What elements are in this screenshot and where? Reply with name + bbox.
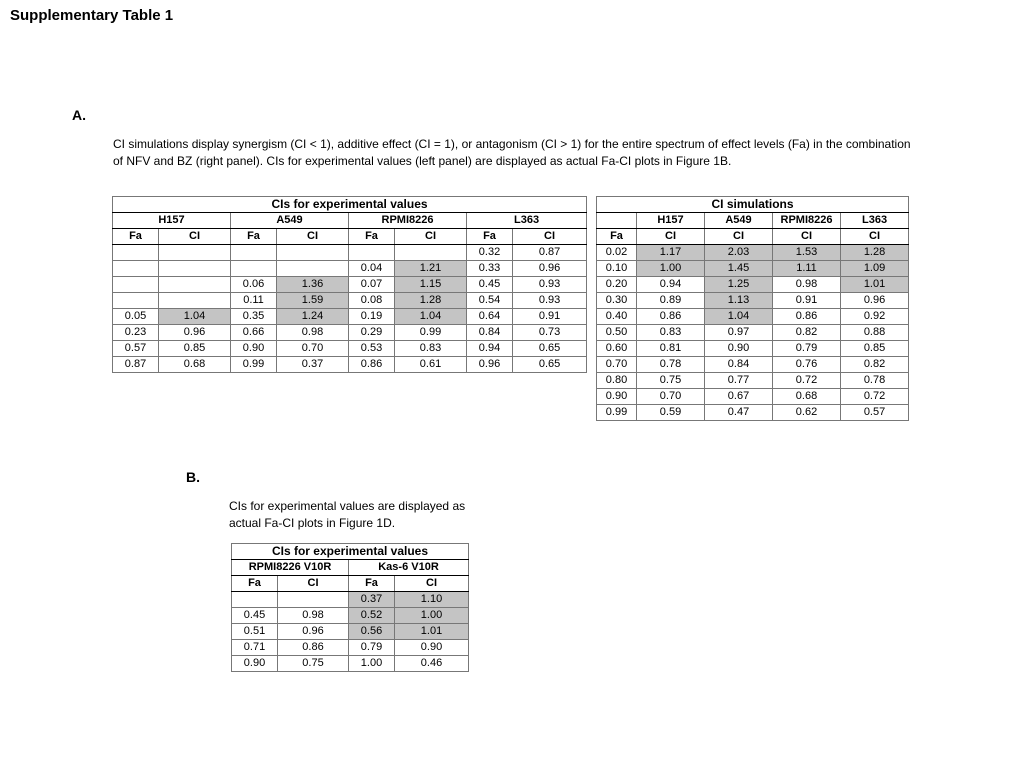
table-cell: [349, 245, 395, 261]
table-cell: 1.36: [277, 277, 349, 293]
table-cell: 0.07: [349, 277, 395, 293]
table-cell: 0.96: [467, 357, 513, 373]
table-cell: 0.82: [773, 325, 841, 341]
table-title: CIs for experimental values: [232, 544, 469, 560]
table-cell: 0.96: [159, 325, 231, 341]
column-header-fa: Fa: [231, 229, 277, 245]
table-cell: 0.87: [513, 245, 587, 261]
table-cell: 0.96: [841, 293, 909, 309]
table-cell: 0.20: [597, 277, 637, 293]
table-cell: 0.29: [349, 325, 395, 341]
table-row: [597, 389, 909, 405]
table-row: [113, 309, 587, 325]
column-header-ci: CI: [637, 229, 705, 245]
table-cell: 1.09: [841, 261, 909, 277]
table-cell: 0.73: [513, 325, 587, 341]
column-header-ci: CI: [395, 576, 469, 592]
table-cell: 0.85: [159, 341, 231, 357]
table-cell: [231, 245, 277, 261]
table-cell: [232, 592, 278, 608]
table-cell: 0.19: [349, 309, 395, 325]
table-cell: 0.78: [841, 373, 909, 389]
table-cell: 0.79: [773, 341, 841, 357]
group-header-a549: A549: [705, 213, 773, 229]
column-header-ci: CI: [705, 229, 773, 245]
table-cell: 0.52: [349, 608, 395, 624]
group-header-l363: L363: [841, 213, 909, 229]
table-cell: 0.93: [513, 277, 587, 293]
table-cell: 0.84: [467, 325, 513, 341]
table-cell: 0.90: [597, 389, 637, 405]
table-cell: 0.98: [773, 277, 841, 293]
group-header-rpmi8226: RPMI8226: [773, 213, 841, 229]
table-row: [113, 261, 587, 277]
table-cell: 0.37: [277, 357, 349, 373]
table-cell: 0.23: [113, 325, 159, 341]
table-cell: 1.28: [395, 293, 467, 309]
experimental-ci-table-v10r: [231, 543, 469, 672]
table-cell: 0.77: [705, 373, 773, 389]
table-cell: 1.04: [705, 309, 773, 325]
table-cell: 0.78: [637, 357, 705, 373]
table-cell: 1.01: [841, 277, 909, 293]
table-cell: 0.92: [841, 309, 909, 325]
table-row: [597, 293, 909, 309]
table-cell: 0.91: [773, 293, 841, 309]
column-header-ci: CI: [841, 229, 909, 245]
table-cell: 1.04: [395, 309, 467, 325]
table-row: [597, 341, 909, 357]
table-cell: 0.06: [231, 277, 277, 293]
table-cell: 0.99: [395, 325, 467, 341]
table-cell: [231, 261, 277, 277]
column-header-fa: Fa: [113, 229, 159, 245]
table-cell: 0.86: [637, 309, 705, 325]
table-cell: 0.47: [705, 405, 773, 421]
table-cell: 0.08: [349, 293, 395, 309]
table-row: [597, 325, 909, 341]
table-cell: 0.65: [513, 341, 587, 357]
table-cell: 1.11: [773, 261, 841, 277]
table-cell: [278, 592, 349, 608]
table-cell: 0.80: [597, 373, 637, 389]
group-header-rpmi8226: RPMI8226: [349, 213, 467, 229]
table-cell: 0.75: [637, 373, 705, 389]
table-cell: 0.86: [278, 640, 349, 656]
table-cell: 1.00: [349, 656, 395, 672]
section-b-description: CIs for experimental values are displayed as actual Fa-CI plots in Figure 1D.: [229, 499, 466, 530]
section-a-label: A.: [72, 107, 86, 123]
table-cell: [159, 293, 231, 309]
table-cell: 0.54: [467, 293, 513, 309]
table-row: [113, 245, 587, 261]
group-header-rpmi8226-v10r: RPMI8226 V10R: [232, 560, 349, 576]
group-header-h157: H157: [637, 213, 705, 229]
table-cell: 0.86: [349, 357, 395, 373]
table-cell: 0.97: [705, 325, 773, 341]
table-cell: 1.00: [637, 261, 705, 277]
table-cell: [159, 277, 231, 293]
table-cell: 1.53: [773, 245, 841, 261]
table-cell: [113, 277, 159, 293]
table-cell: 0.90: [231, 341, 277, 357]
table-cell: 0.99: [231, 357, 277, 373]
table-cell: 0.82: [841, 357, 909, 373]
table-cell: 0.94: [467, 341, 513, 357]
column-header-ci: CI: [159, 229, 231, 245]
table-cell: 0.45: [232, 608, 278, 624]
table-cell: 1.25: [705, 277, 773, 293]
table-cell: 0.60: [597, 341, 637, 357]
table-cell: 0.11: [231, 293, 277, 309]
table-title: CI simulations: [597, 197, 909, 213]
table-cell: 1.13: [705, 293, 773, 309]
table-cell: 0.90: [705, 341, 773, 357]
page-title: Supplementary Table 1: [10, 7, 174, 24]
table-cell: 0.85: [841, 341, 909, 357]
table-cell: 1.24: [277, 309, 349, 325]
table-cell: 0.35: [231, 309, 277, 325]
table-cell: 1.45: [705, 261, 773, 277]
table-cell: 0.87: [113, 357, 159, 373]
table-row: [232, 656, 469, 672]
table-row: [113, 277, 587, 293]
table-row: [597, 373, 909, 389]
column-header-fa: Fa: [232, 576, 278, 592]
table-cell: 0.02: [597, 245, 637, 261]
table-cell: [159, 245, 231, 261]
table-row: [597, 277, 909, 293]
column-header-ci: CI: [395, 229, 467, 245]
column-header-ci: CI: [773, 229, 841, 245]
table-row: [113, 357, 587, 373]
table-cell: [159, 261, 231, 277]
table-cell: 0.51: [232, 624, 278, 640]
table-cell: 1.21: [395, 261, 467, 277]
table-row: [232, 592, 469, 608]
column-header-ci: CI: [277, 229, 349, 245]
table-row: [232, 608, 469, 624]
table-cell: 0.91: [513, 309, 587, 325]
table-row: [113, 325, 587, 341]
table-cell: 0.89: [637, 293, 705, 309]
table-cell: 1.59: [277, 293, 349, 309]
table-cell: 0.59: [637, 405, 705, 421]
table-cell: 0.10: [597, 261, 637, 277]
table-row: [597, 357, 909, 373]
table-cell: 0.81: [637, 341, 705, 357]
table-cell: 0.70: [597, 357, 637, 373]
column-header-fa: Fa: [467, 229, 513, 245]
table-cell: 1.00: [395, 608, 469, 624]
table-cell: [113, 261, 159, 277]
group-header-a549: A549: [231, 213, 349, 229]
table-cell: 0.84: [705, 357, 773, 373]
table-cell: 0.53: [349, 341, 395, 357]
table-cell: 0.90: [232, 656, 278, 672]
table-cell: 0.05: [113, 309, 159, 325]
table-row: [232, 640, 469, 656]
table-cell: 0.98: [277, 325, 349, 341]
table-cell: 0.76: [773, 357, 841, 373]
table-cell: 0.96: [513, 261, 587, 277]
table-row: [597, 309, 909, 325]
table-cell: 0.94: [637, 277, 705, 293]
table-cell: [277, 261, 349, 277]
table-cell: 0.33: [467, 261, 513, 277]
table-cell: 0.40: [597, 309, 637, 325]
table-cell: 0.57: [113, 341, 159, 357]
table-cell: 0.90: [395, 640, 469, 656]
table-row: [597, 405, 909, 421]
table-cell: 1.01: [395, 624, 469, 640]
table-cell: 0.96: [278, 624, 349, 640]
group-header-kas6-v10r: Kas-6 V10R: [349, 560, 469, 576]
table-cell: 0.62: [773, 405, 841, 421]
table-cell: 0.61: [395, 357, 467, 373]
table-cell: 1.10: [395, 592, 469, 608]
table-cell: [277, 245, 349, 261]
table-cell: 1.28: [841, 245, 909, 261]
table-cell: [395, 245, 467, 261]
table-cell: 0.93: [513, 293, 587, 309]
table-cell: 2.03: [705, 245, 773, 261]
table-cell: 0.30: [597, 293, 637, 309]
column-header-ci: CI: [513, 229, 587, 245]
group-header-empty: [597, 213, 637, 229]
table-row: [597, 261, 909, 277]
table-cell: 0.83: [637, 325, 705, 341]
table-cell: 0.46: [395, 656, 469, 672]
group-header-h157: H157: [113, 213, 231, 229]
table-row: [597, 245, 909, 261]
column-header-fa: Fa: [349, 229, 395, 245]
column-header-ci: CI: [278, 576, 349, 592]
table-cell: 0.68: [773, 389, 841, 405]
experimental-ci-table: [112, 196, 587, 373]
column-header-fa: Fa: [349, 576, 395, 592]
table-cell: 0.65: [513, 357, 587, 373]
table-cell: 0.64: [467, 309, 513, 325]
table-cell: 0.98: [278, 608, 349, 624]
table-cell: 0.72: [773, 373, 841, 389]
table-cell: 0.86: [773, 309, 841, 325]
table-cell: 0.79: [349, 640, 395, 656]
group-header-l363: L363: [467, 213, 587, 229]
table-cell: 0.67: [705, 389, 773, 405]
table-cell: 1.15: [395, 277, 467, 293]
table-cell: 0.37: [349, 592, 395, 608]
table-cell: 0.32: [467, 245, 513, 261]
table-cell: 0.57: [841, 405, 909, 421]
table-cell: 0.99: [597, 405, 637, 421]
table-cell: 0.66: [231, 325, 277, 341]
table-cell: 0.56: [349, 624, 395, 640]
table-cell: 0.50: [597, 325, 637, 341]
ci-simulations-table: [596, 196, 909, 421]
table-cell: 0.45: [467, 277, 513, 293]
table-cell: 0.68: [159, 357, 231, 373]
table-cell: 0.70: [637, 389, 705, 405]
table-row: [113, 293, 587, 309]
table-cell: 1.04: [159, 309, 231, 325]
table-cell: 0.72: [841, 389, 909, 405]
table-cell: 0.04: [349, 261, 395, 277]
table-row: [232, 624, 469, 640]
column-header-fa: Fa: [597, 229, 637, 245]
table-cell: 0.70: [277, 341, 349, 357]
table-title: CIs for experimental values: [113, 197, 587, 213]
table-cell: 0.83: [395, 341, 467, 357]
section-a-description: CI simulations display synergism (CI < 1), additive effect (CI = 1), or antagonism (CI > 1) for the entire spectrum of effect levels (Fa) in the combination of NFV and BZ (right panel). CIs for experimental values (left panel) are displayed as actual Fa-CI plots in Figure 1B.: [113, 137, 911, 168]
table-cell: 0.71: [232, 640, 278, 656]
section-b-label: B.: [186, 469, 200, 485]
table-cell: 0.75: [278, 656, 349, 672]
table-row: [113, 341, 587, 357]
table-cell: 0.88: [841, 325, 909, 341]
table-cell: [113, 245, 159, 261]
table-cell: 1.17: [637, 245, 705, 261]
table-cell: [113, 293, 159, 309]
